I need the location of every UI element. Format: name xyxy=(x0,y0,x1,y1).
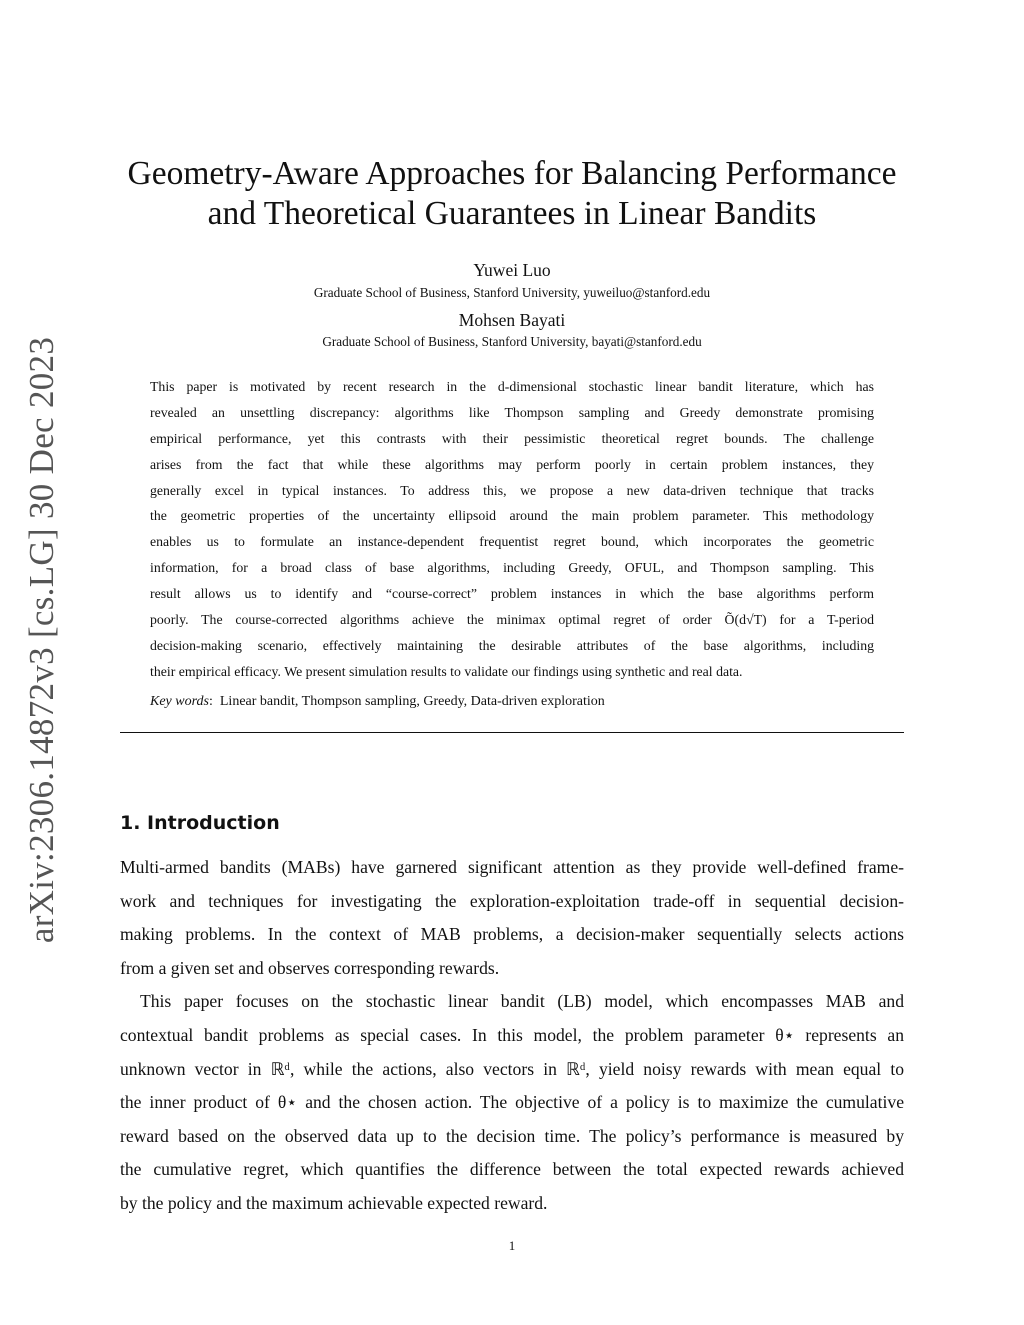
body-line: from a given set and observes corresponding rewards. xyxy=(120,957,500,978)
body-line: the inner product of θ⋆ and the chosen action. The objective of a policy is to maximize the cumulative xyxy=(120,1092,904,1113)
paper-title xyxy=(100,154,924,234)
abstract-line: result allows us to identify and “course-correct” problem instances in which the base algorithms perform xyxy=(150,586,874,602)
body-line: reward based on the observed data up to the decision time. The policy’s performance is measured by xyxy=(120,1125,904,1146)
section-heading: 1. Introduction xyxy=(120,812,280,834)
title-line-1: Geometry-Aware Approaches for Balancing Performance xyxy=(127,155,897,192)
body-line: by the policy and the maximum achievable expected reward. xyxy=(120,1192,548,1213)
author-affiliation-1: Graduate School of Business, Stanford University, yuweiluo@stanford.edu xyxy=(313,285,711,300)
abstract-line: arises from the fact that while these algorithms may perform poorly in certain problem instances, they xyxy=(150,456,874,472)
body-line: Multi-armed bandits (MABs) have garnered significant attention as they provide well-defined frame- xyxy=(120,857,904,877)
keywords-colon: : xyxy=(208,694,220,709)
author-affiliation-2: Graduate School of Business, Stanford University, bayati@stanford.edu xyxy=(322,334,702,349)
abstract-line: their empirical efficacy. We present simulation results to validate our findings using synthetic and real data. xyxy=(150,663,743,679)
abstract xyxy=(150,374,874,685)
body-line: This paper focuses on the stochastic linear bandit (LB) model, which encompasses MAB and xyxy=(140,991,904,1012)
horizontal-rule xyxy=(120,732,904,733)
abstract-line: decision-making scenario, effectively maintaining the desirable attributes of the base algorithms, including xyxy=(150,637,874,653)
body-line: contextual bandit problems as special cases. In this model, the problem parameter θ⋆ represents an xyxy=(120,1024,904,1045)
arxiv-identifier-stamp: arXiv:2306.14872v3 [cs.LG] 30 Dec 2023 xyxy=(22,336,61,944)
keywords xyxy=(150,694,605,710)
abstract-line: This paper is motivated by recent research in the d-dimensional stochastic linear bandit literature, which has xyxy=(150,379,874,394)
author-name-2: Mohsen Bayati xyxy=(458,310,566,330)
abstract-line: enables us to formulate an instance-dependent frequentist regret bound, which incorporates the geometric xyxy=(150,534,874,550)
keywords-label: Key words xyxy=(150,694,209,709)
body-line: the cumulative regret, which quantifies the difference between the total expected rewards achieved xyxy=(120,1159,904,1180)
body-line: work and techniques for investigating the exploration-exploitation trade-off in sequential decision- xyxy=(120,890,904,911)
abstract-line: empirical performance, yet this contrasts with their pessimistic theoretical regret bounds. The challenge xyxy=(150,430,874,446)
abstract-line: generally excel in typical instances. To address this, we propose a new data-driven technique that tracks xyxy=(150,482,874,498)
abstract-line: information, for a broad class of base algorithms, including Greedy, OFUL, and Thompson sampling. This xyxy=(150,560,874,576)
title-line-2: and Theoretical Guarantees in Linear Bandits xyxy=(207,195,817,232)
abstract-line: poorly. The course-corrected algorithms achieve the minimax optimal regret of order Õ(d√T) for a T-period xyxy=(150,612,874,628)
page-number: 1 xyxy=(508,1238,516,1253)
keywords-text: Linear bandit, Thompson sampling, Greedy, Data-driven exploration xyxy=(219,694,605,709)
author-name-1: Yuwei Luo xyxy=(473,260,551,280)
abstract-line: the geometric properties of the uncertainty ellipsoid around the main problem parameter. This methodology xyxy=(150,508,874,524)
introduction-body xyxy=(120,851,904,1221)
abstract-line: revealed an unsettling discrepancy: algorithms like Thompson sampling and Greedy demonstrate promising xyxy=(150,404,874,420)
body-line: unknown vector in ℝᵈ, while the actions, also vectors in ℝᵈ, yield noisy rewards with mean equal to xyxy=(120,1058,904,1079)
body-line: making problems. In the context of MAB problems, a decision-maker sequentially selects actions xyxy=(120,924,904,945)
